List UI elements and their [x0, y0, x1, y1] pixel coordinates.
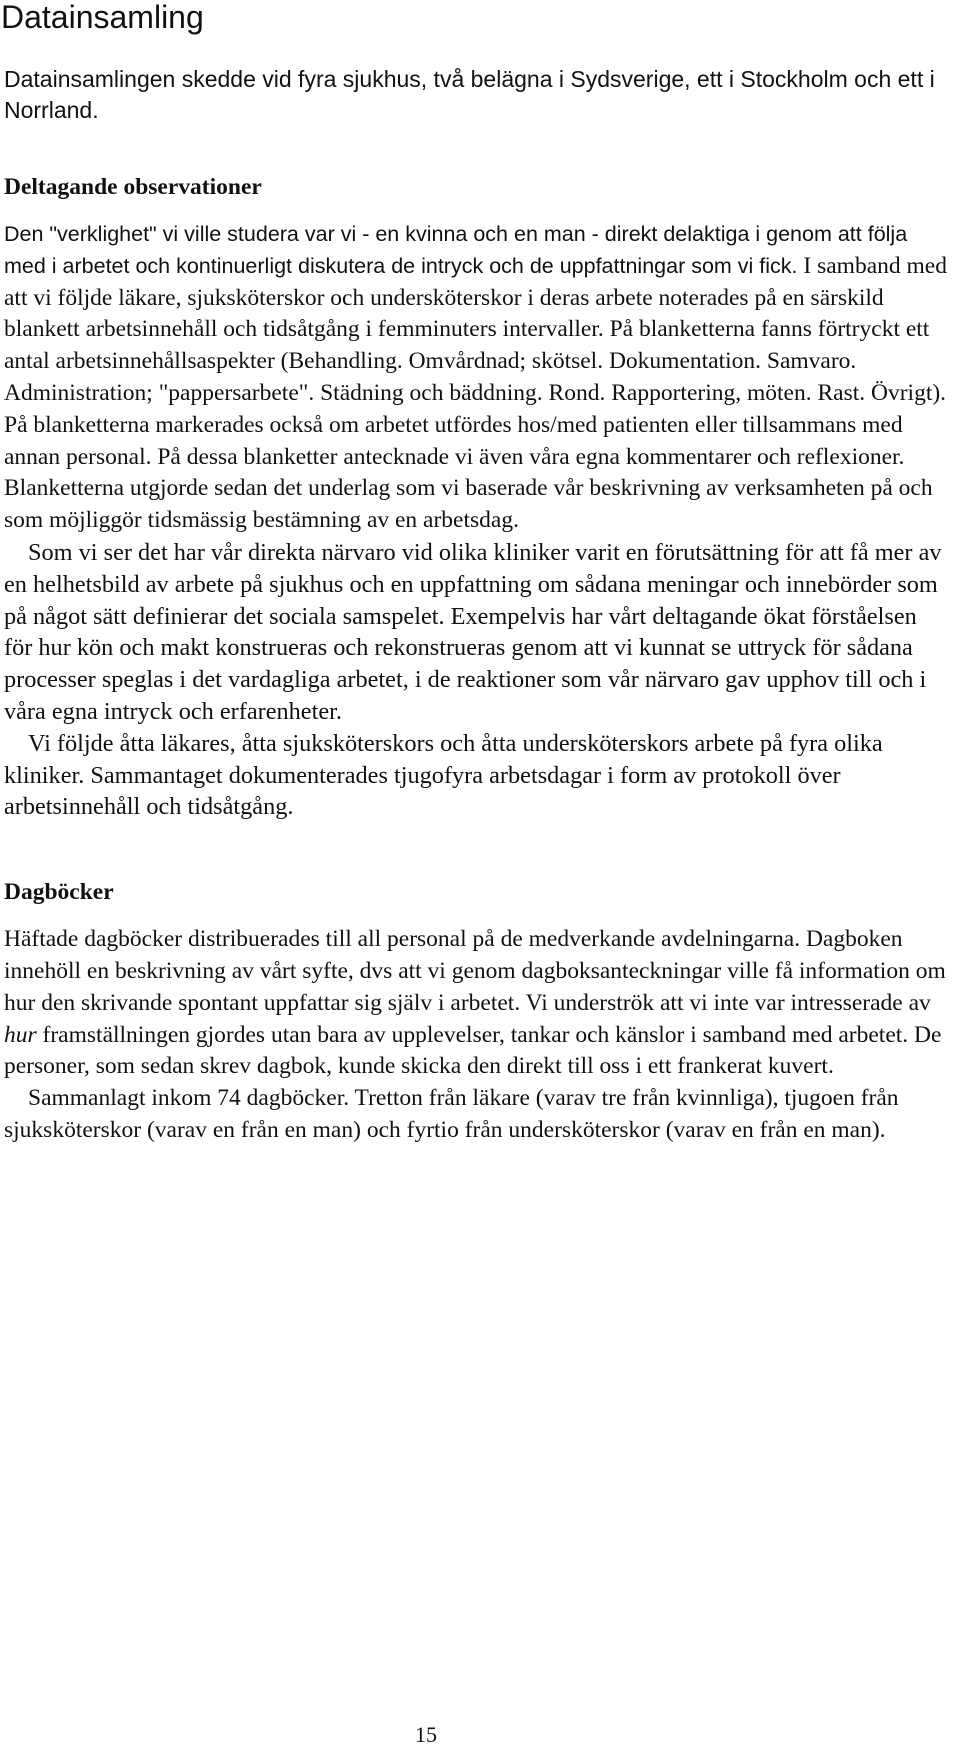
- diaries-paragraph-2: Sammanlagt inkom 74 dagböcker. Tretton från läkare (varav tre från kvinnliga), tjugoen från sjuksköterskor (varav en från en man) och fyrtio från undersköterskor (varav en från en man).: [4, 1085, 899, 1143]
- intro-paragraph: Datainsamlingen skedde vid fyra sjukhus, två belägna i Sydsverige, ett i Stockholm och ett i Norrland.: [4, 66, 935, 123]
- observation-paragraph-1-sans-part: Den "verklighet" vi ville studera var vi - en kvinna och en man - direkt delaktiga i genom att följa med i arbetet och kontinuerligt diskutera de intryck och de uppfattningar som vi fick.: [4, 222, 908, 278]
- diaries-paragraph-1: [4, 924, 950, 1083]
- page-number: 15: [415, 1722, 437, 1747]
- diaries-paragraph-1-text-a: Häftade dagböcker distribuerades till all personal på de medverkande avdelningarna. Dagboken innehöll en beskrivning av vårt syfte, dvs att vi genom dagboksanteckningar ville få information om hur den skrivande spontant uppfattar sig själv i arbetet. Vi underströk att vi inte var intresserade av: [4, 926, 946, 1016]
- chapter-title: Datainsamling: [1, 0, 204, 35]
- diaries-paragraph-1-text-b: framställningen gjordes utan bara av upplevelser, tankar och känslor i samband med arbetet. De personer, som sedan skrev dagbok, kunde skicka den direkt till oss i ett frankerat kuvert.: [4, 1021, 942, 1080]
- section-heading-diaries: Dagböcker: [4, 879, 114, 906]
- observation-paragraph-1-serif-part: I samband med att vi följde läkare, sjuksköterskor och undersköterskor i deras arbete noterades på en särskild blankett arbetsinnehåll och tidsåtgång i femminuters intervaller. På blanketterna fanns förtryckt ett antal arbetsinnehållsaspekter (Behandling. Omvårdnad; skötsel. Dokumentation. Samvaro. Administration; "pappersarbete". Städning och bäddning. Rond. Rapportering, möten. Rast. Övrigt). På blanketterna markerades också om arbetet utfördes hos/med patienten eller tillsammans med annan personal. På dessa blanketter antecknade vi även våra egna kommentarer och reflexioner. Blanketterna utgjorde sedan det underlag som vi baserade vår beskrivning av verksamheten på och som möjliggör tidsmässig bestämning av en arbetsdag.: [4, 252, 947, 534]
- section-heading-observations: Deltagande observationer: [4, 174, 262, 200]
- page-content: [1, 0, 950, 1147]
- observation-paragraph-3: Vi följde åtta läkares, åtta sjuksköterskors och åtta undersköterskors arbete på fyra olika kliniker. Sammantaget dokumenterades tjugofyra arbetsdagar i form av protokoll över arbetsinnehåll och tidsåtgång.: [4, 729, 883, 821]
- observation-paragraph-1: [4, 219, 950, 537]
- diaries-paragraph-1-italic: hur: [4, 1021, 37, 1048]
- observation-paragraph-2: Som vi ser det har vår direkta närvaro vid olika kliniker varit en förutsättning för att få mer av en helhetsbild av arbete på sjukhus och en uppfattning om sådana meningar och innebörder som på något sätt definierar det sociala samspelet. Exempelvis har vårt deltagande ökat förståelsen för hur kön och makt konstrueras och rekonstrueras genom att vi kunnat se uttryck för sådana processer speglas i det vardagliga arbetet, i de reaktioner som vår närvaro gav upphov till och i våra egna intryck och erfarenheter.: [4, 538, 942, 725]
